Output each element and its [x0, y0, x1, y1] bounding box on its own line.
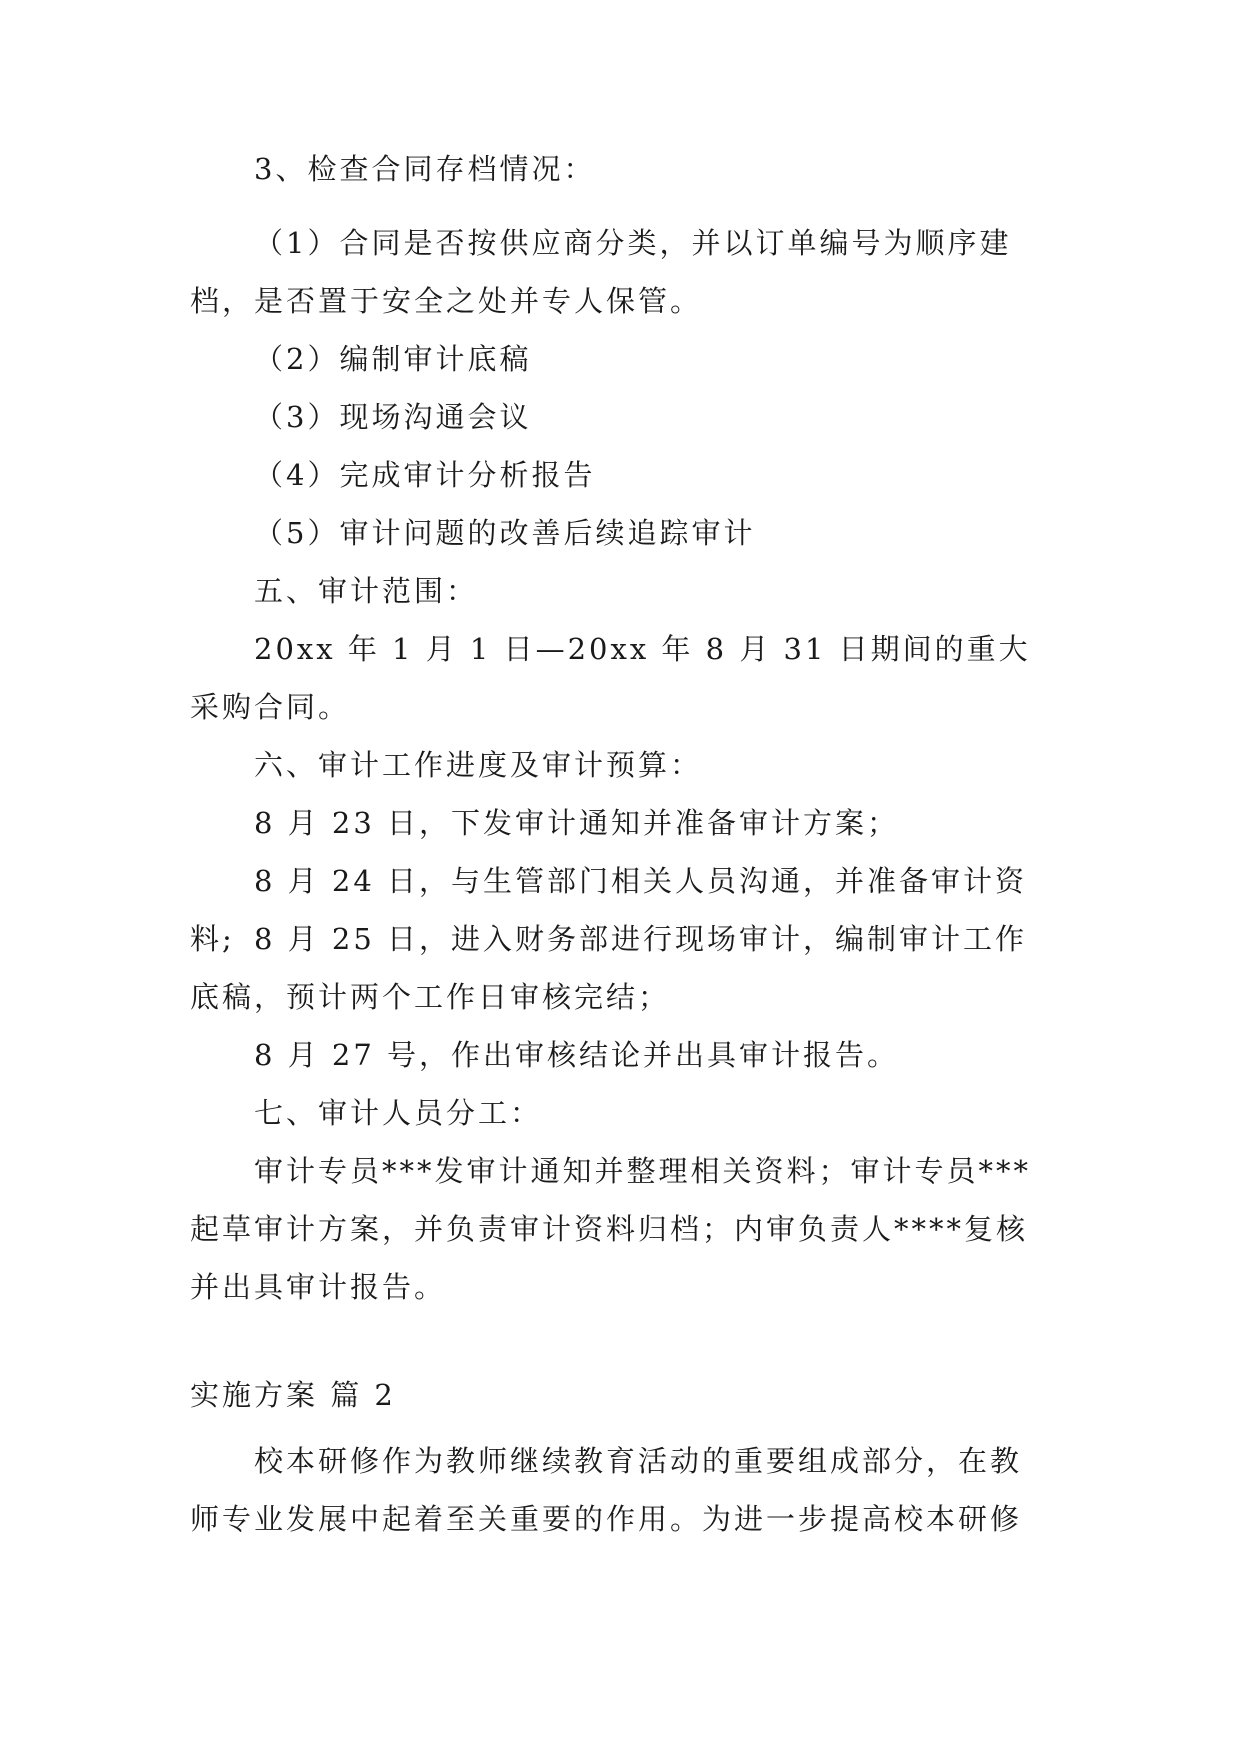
paragraph-contract-archive-check: 3、检查合同存档情况： [254, 152, 596, 186]
paragraph-item-1: （1）合同是否按供应商分类，并以订单编号为顺序建档，是否置于安全之处并专人保管。 [190, 226, 1012, 318]
paragraph-item-4: （4）完成审计分析报告 [254, 458, 596, 492]
paragraph-audit-staff: 审计专员***发审计通知并整理相关资料；审计专员***起草审计方案，并负责审计资料归档；内审负责人****复核并出具审计报告。 [190, 1154, 1032, 1304]
schedule-item-aug-24: 8 月 24 日，与生管部门相关人员沟通，并准备审计资料; [190, 864, 1028, 956]
heading-audit-staff: 七、审计人员分工： [254, 1096, 543, 1130]
paragraph-school-training: 校本研修作为教师继续教育活动的重要组成部分，在教师专业发展中起着至关重要的作用。为进一步提高校本研修 [190, 1444, 1023, 1536]
paragraph-item-2: （2）编制审计底稿 [254, 342, 532, 376]
paragraph-item-3: （3）现场沟通会议 [254, 400, 532, 434]
schedule-item-aug-25: 8 月 25 日，进入财务部进行现场审计，编制审计工作底稿，预计两个工作日审核完结； [190, 922, 1028, 1014]
schedule-item-aug-23: 8 月 23 日，下发审计通知并准备审计方案； [254, 806, 900, 840]
paragraph-item-5: （5）审计问题的改善后续追踪审计 [254, 516, 756, 550]
schedule-item-aug-27: 8 月 27 号，作出审核结论并出具审计报告。 [254, 1038, 900, 1072]
heading-audit-scope: 五、审计范围： [254, 574, 479, 608]
heading-audit-schedule: 六、审计工作进度及审计预算： [254, 748, 703, 782]
paragraph-audit-scope: 20xx 年 1 月 1 日—20xx 年 8 月 31 日期间的重大采购合同。 [190, 632, 1031, 724]
section-heading: 实施方案 篇 2 [190, 1378, 396, 1412]
